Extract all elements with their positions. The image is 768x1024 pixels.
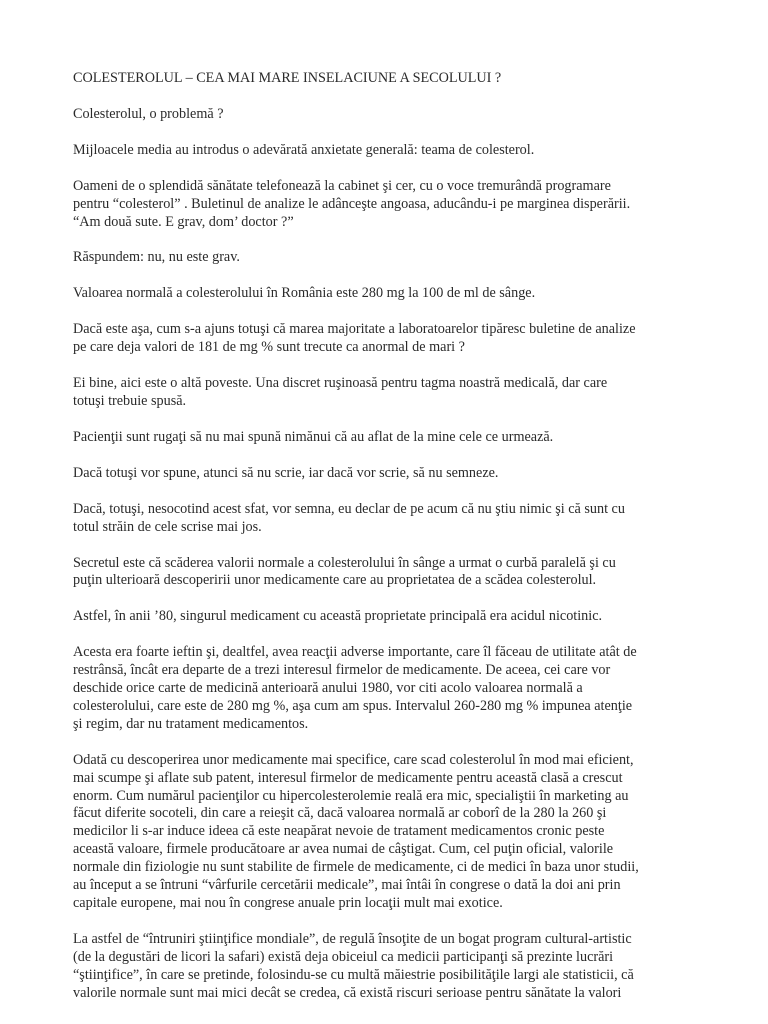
paragraph-secret: Secretul este că scăderea valorii normale a colesterolului în sânge a urmat o curbă paralelă şi cu puţin ulterioară descoperirii unor medicamente care au proprietatea de a scădea colesterolul.	[73, 554, 616, 589]
paragraph-media-anxiety: Mijloacele media au introdus o adevărată anxietate generală: teama de colesterol.	[73, 141, 535, 158]
paragraph-cheap-drug: Acesta era foarte ieftin şi, dealtfel, avea reacţii adverse importante, care îl făceau de utilitate atât de restrânsă, încât era departe de a trezi interesul firmelor de medicamente. De aceea, cei care vor deschide orice carte de medicină anterioară anului 1980, vor citi acolo valoarea normală a colesterolului, care este de 280 mg %, aşa cum am spus. Intervalul 260-280 mg % impunea atenţie şi regim, dar nu tratament medicamentos.	[73, 644, 637, 732]
paragraph-patients-asked: Pacienţii sunt rugaţi să nu mai spună nimănui că au aflat de la mine cele ce urmează.	[73, 428, 554, 445]
paragraph-new-drugs: Odată cu descoperirea unor medicamente mai specifice, care scad colesterolul în mod mai eficient, mai scumpe şi aflate sub patent, interesul firmelor de medicamente pentru această clasă a crescut enorm. Cum numărul pacienţilor cu hipercolesterolemie reală era mic, specialiştii în marketing au făcut diferite socoteli, din care a reieşit că, dacă valoarea normală ar coborî de la 280 la 260 şi medicilor li s-ar induce ideea că este neapărat nevoie de tratament medicamentos cronic peste această valoare, firmele producătoare ar avea numai de câştigat. Cum, cel puţin oficial, valorile normale din fiziologie nu sunt stabilite de firmele de medicamente, ci de medici în baza unor studii, au început a se întruni “vârfurile cercetării medicale”, mai întâi în congrese o dată la doi ani prin capitale europene, mai nou în congrese anuale prin locaţii mult mai exotice.	[73, 751, 639, 911]
document-title: COLESTEROLUL – CEA MAI MARE INSELACIUNE A SECOLULUI ?	[73, 70, 502, 86]
document-subtitle: Colesterolul, o problemă ?	[73, 105, 224, 122]
paragraph-disclaimer: Dacă, totuşi, nesocotind acest sfat, vor semna, eu declar de pe acum că nu ştiu nimic şi că sunt cu totul străin de cele scrise mai jos.	[73, 500, 625, 535]
paragraph-lab-question: Dacă este aşa, cum s-a ajuns totuşi că marea majoritate a laboratoarelor tipăresc buletine de analize pe care deja valori de 181 de mg % sunt trecute ca anormal de mari ?	[73, 321, 636, 356]
paragraph-scientific-meetings: La astfel de “întruniri ştiinţifice mondiale”, de regulă însoţite de un bogat program cultural-artistic (de la degustări de licori la safari) există deja obiceiul ca medicii participanţi să prezinte lucrări “ştiinţifice”, în care se pretinde, folosindu-se cu multă măiestrie posibilităţile largi ale statisticii, că valorile normale sunt mai mici decât se credea, că există riscuri serioase pentru sănătate la valori	[73, 930, 634, 1001]
paragraph-nicotinic-acid: Astfel, în anii ’80, singurul medicament cu această proprietate principală era acidul nicotinic.	[73, 608, 603, 625]
paragraph-patients-call: Oameni de o splendidă sănătate telefonează la cabinet şi cer, cu o voce tremurândă programare pentru “colesterol” . Buletinul de analize le adânceşte angoasa, aducându-i pe marginea disperării. “Am două sute. E grav, dom’ doctor ?”	[73, 177, 631, 230]
paragraph-another-story: Ei bine, aici este o altă poveste. Una discret ruşinoasă pentru tagma noastră medicală, dar care totuşi trebuie spusă.	[73, 375, 608, 409]
paragraph-do-not-write: Dacă totuşi vor spune, atunci să nu scrie, iar dacă vor scrie, să nu semneze.	[73, 464, 499, 481]
document-page	[73, 70, 713, 1003]
paragraph-answer: Răspundem: nu, nu este grav.	[73, 249, 240, 266]
paragraph-normal-value: Valoarea normală a colesterolului în România este 280 mg la 100 de ml de sânge.	[73, 285, 536, 302]
